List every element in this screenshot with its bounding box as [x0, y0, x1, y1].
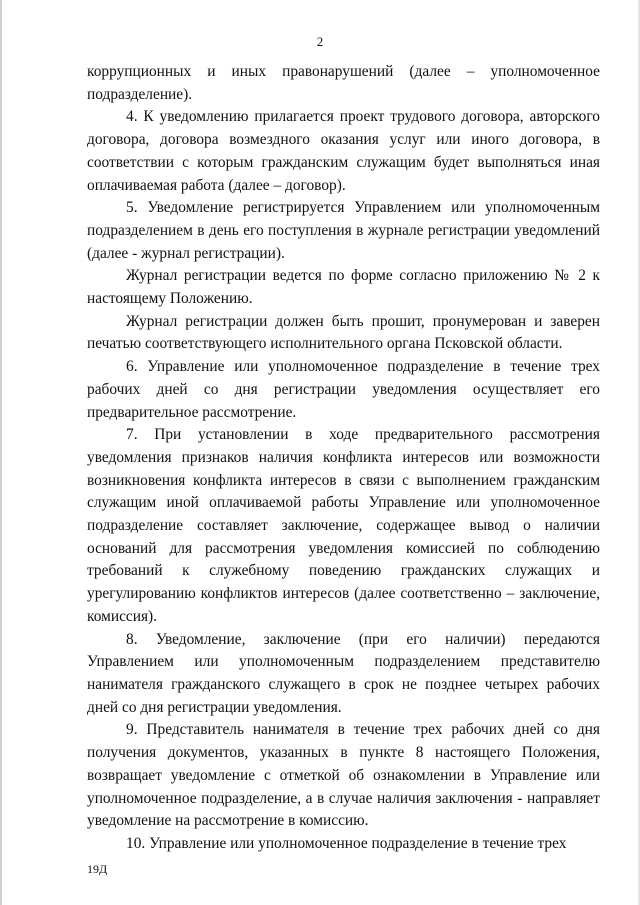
footer-code: 19Д	[87, 862, 108, 876]
page-number: 2	[316, 34, 324, 49]
paragraph-item-8: 8. Уведомление, заключение (при его наличии) передаются Управлением или уполномоченным подразделением представителю нанимателя гражданского служащего в срок не позднее четырех рабочих дней со дня регистрации уведомления.	[87, 630, 600, 716]
page-left-edge	[0, 0, 2, 905]
paragraph-continuation: коррупционных и иных правонарушений (далее – уполномоченное подразделение).	[87, 63, 600, 103]
document-body	[87, 61, 600, 856]
paragraph-item-7: 7. При установлении в ходе предварительного рассмотрения уведомления признаков наличия конфликта интересов или возможности возникновения конфликта интересов в связи с выполнением гражданским служащим иной оплачиваемой работы Управление или уполномоченное подразделение составляет заключение, содержащее вывод о наличии оснований для рассмотрения уведомления комиссией по соблюдению требований к служебному поведению гражданских служащих и урегулированию конфликтов интересов (далее соответственно – заключение, комиссия).	[87, 426, 600, 625]
paragraph-item-10: 10. Управление или уполномоченное подразделение в течение трех	[126, 834, 567, 852]
paragraph-item-6: 6. Управление или уполномоченное подразделение в течение трех рабочих дней со дня регистрации уведомления осуществляет его предварительное рассмотрение.	[87, 358, 600, 421]
paragraph-item-9: 9. Представитель нанимателя в течение трех рабочих дней со дня получения документов, указанных в пункте 8 настоящего Положения, возвращает уведомление с отметкой об ознакомлении в Управление или уполномоченное подразделение, а в случае наличия заключения - направляет уведомление на рассмотрение в комиссию.	[87, 721, 600, 830]
paragraph-item-4: 4. К уведомлению прилагается проект трудового договора, авторского договора, договора возмездного оказания услуг или иного договора, в соответствии с которым гражданским служащим будет выполняться иная оплачиваемая работа (далее – договор).	[87, 108, 600, 194]
paragraph-journal-form: Журнал регистрации ведется по форме согласно приложению № 2 к настоящему Положению.	[87, 267, 600, 308]
paragraph-item-5: 5. Уведомление регистрируется Управлением или уполномоченным подразделением в день его поступления в журнале регистрации уведомлений (далее - журнал регистрации).	[87, 199, 600, 262]
paragraph-journal-seal: Журнал регистрации должен быть прошит, пронумерован и заверен печатью соответствующего исполнительного органа Псковской области.	[87, 312, 600, 353]
